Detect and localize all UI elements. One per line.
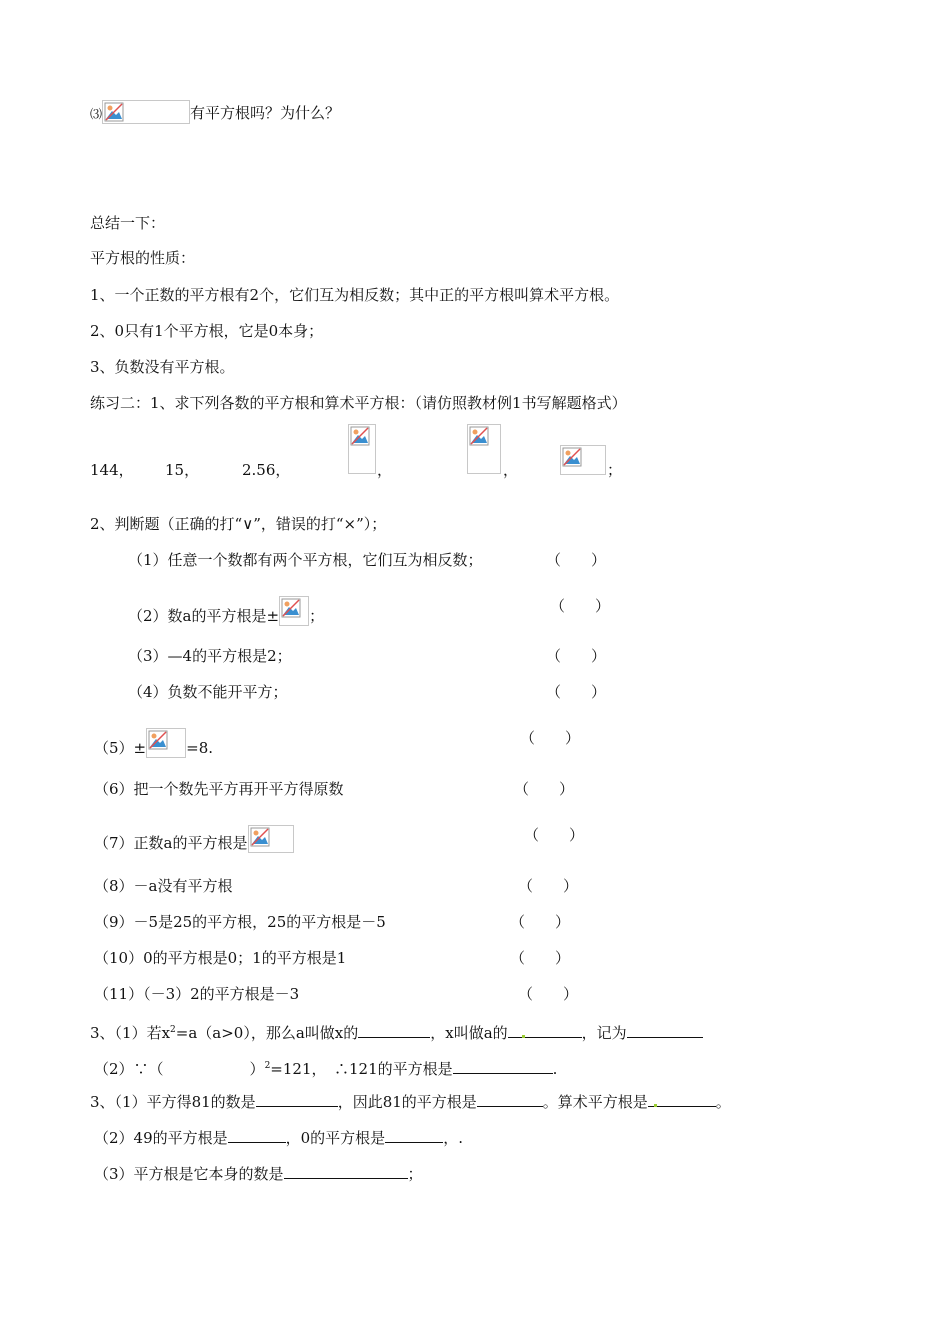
fill2-line-b — [94, 1128, 463, 1148]
fill1-blank-1[interactable] — [358, 1023, 430, 1038]
judge-answer-9[interactable]: （ ） — [510, 913, 571, 931]
fill2-blank-4[interactable] — [228, 1128, 286, 1143]
judge-item-2 — [128, 596, 324, 626]
fill2-b1: （2）49的平方根是 — [94, 1129, 228, 1147]
fill1-line-a — [90, 1020, 703, 1043]
image-placeholder — [279, 596, 309, 626]
image-placeholder — [560, 445, 606, 475]
judge-item-1: （1）任意一个数都有两个平方根，它们互为相反数； — [128, 551, 483, 569]
property-2: 2、0只有1个平方根，它是0本身； — [90, 322, 324, 340]
summary-title: 总结一下： — [90, 214, 166, 232]
broken-image-icon — [350, 426, 370, 446]
exercise2-c2: ， — [503, 461, 519, 479]
judge-answer-4[interactable]: （ ） — [546, 683, 607, 701]
fill2-a3: 。算术平方根是 — [542, 1093, 648, 1111]
fill2-blank-2[interactable] — [477, 1092, 543, 1107]
fill2-a4: 。 — [715, 1093, 731, 1111]
fill1-a4: ，记为 — [581, 1024, 627, 1042]
judge-title: 2、判断题（正确的打“∨”，错误的打“×”）； — [90, 515, 387, 533]
fill2-b2: ，0的平方根是 — [285, 1129, 386, 1147]
broken-image-icon — [562, 447, 582, 467]
judge-answer-2[interactable]: （ ） — [550, 597, 611, 615]
judge-item-7-text: （7）正数a的平方根是 — [94, 834, 248, 852]
broken-image-icon — [250, 827, 270, 847]
judge-item-5-text: （5）± — [94, 739, 147, 757]
fill2-a2: ，因此81的平方根是 — [337, 1093, 477, 1111]
judge-item-8: （8）－a没有平方根 — [94, 877, 233, 895]
exercise2-n2: 15， — [165, 461, 200, 479]
judge-item-9: （9）－5是25的平方根，25的平方根是－5 — [94, 913, 386, 931]
fill1-sup: 2 — [170, 1025, 176, 1035]
broken-image-icon — [469, 426, 489, 446]
property-1: 1、一个正数的平方根有2个，它们互为相反数；其中正的平方根叫算术平方根。 — [90, 286, 620, 304]
judge-item-10: （10）0的平方根是0；1的平方根是1 — [94, 949, 347, 967]
judge-item-3: （3）—4的平方根是2； — [128, 647, 292, 665]
fill2-blank-6[interactable] — [284, 1164, 408, 1179]
image-placeholder — [348, 424, 376, 474]
fill1-b1: （2）∵（ — [94, 1060, 164, 1078]
judge-answer-3[interactable]: （ ） — [546, 647, 607, 665]
judge-item-2-text: （2）数a的平方根是± — [128, 607, 280, 625]
judge-item-5 — [94, 728, 213, 758]
image-placeholder — [146, 728, 186, 758]
broken-image-icon — [148, 730, 168, 750]
fill1-b3: =121， ∴121的平方根是 — [270, 1060, 453, 1078]
judge-answer-1[interactable]: （ ） — [546, 551, 607, 569]
fill2-blank-1[interactable] — [256, 1092, 338, 1107]
fill2-line-a — [90, 1092, 731, 1112]
fill2-c1: （3）平方根是它本身的数是 — [94, 1165, 284, 1183]
fill1-blank-3[interactable] — [627, 1023, 703, 1038]
summary-subtitle: 平方根的性质： — [90, 249, 196, 267]
fill1-b2: ） — [249, 1060, 265, 1078]
judge-item-7 — [94, 825, 294, 853]
fill1-b-sup: 2 — [264, 1061, 271, 1071]
fill1-a1: 3、（1）若x — [90, 1024, 171, 1042]
broken-image-icon — [104, 102, 124, 122]
judge-answer-5[interactable]: （ ） — [520, 729, 581, 747]
judge-item-6: （6）把一个数先平方再开平方得原数 — [94, 780, 344, 798]
fill1-blank-2[interactable] — [508, 1023, 582, 1038]
fill1-b4: . — [552, 1060, 558, 1078]
fill1-a3: ，x叫做a的 — [430, 1024, 508, 1042]
exercise2-n3: 2.56， — [242, 461, 291, 479]
fill2-line-c — [94, 1164, 423, 1184]
image-placeholder — [248, 825, 294, 853]
judge-answer-8[interactable]: （ ） — [518, 877, 579, 895]
fill1-a2: =a（a>0），那么a叫做x的 — [175, 1024, 359, 1042]
q3-number: ⑶ — [90, 107, 103, 121]
q3-text: 有平方根吗？为什么？ — [190, 104, 341, 122]
fill1-blank-4[interactable] — [453, 1059, 553, 1074]
judge-item-5-end: =8. — [186, 739, 214, 757]
judge-answer-6[interactable]: （ ） — [514, 780, 575, 798]
q3-line — [90, 100, 340, 124]
judge-answer-11[interactable]: （ ） — [518, 985, 579, 1003]
exercise2-n1: 144， — [90, 461, 134, 479]
property-3: 3、负数没有平方根。 — [90, 358, 235, 376]
exercise2-c3: ； — [607, 461, 623, 479]
exercise2-c1: ， — [377, 461, 393, 479]
fill2-b3: ，. — [443, 1129, 463, 1147]
fill2-c2: ； — [407, 1165, 423, 1183]
judge-item-11: （11）（－3）2的平方根是－3 — [94, 985, 300, 1003]
broken-image-icon — [281, 598, 301, 618]
judge-item-2-end: ； — [309, 607, 325, 625]
fill2-a1: 3、（1）平方得81的数是 — [90, 1093, 256, 1111]
exercise2-title: 练习二：1、求下列各数的平方根和算术平方根：（请仿照教材例1书写解题格式） — [90, 394, 627, 412]
image-placeholder — [467, 424, 501, 474]
judge-answer-10[interactable]: （ ） — [510, 949, 571, 967]
judge-item-4: （4）负数不能开平方； — [128, 683, 288, 701]
image-placeholder — [102, 100, 190, 124]
judge-answer-7[interactable]: （ ） — [524, 826, 585, 844]
fill1-line-b — [94, 1056, 557, 1079]
fill2-blank-5[interactable] — [385, 1128, 443, 1143]
fill2-blank-3[interactable] — [648, 1092, 716, 1107]
